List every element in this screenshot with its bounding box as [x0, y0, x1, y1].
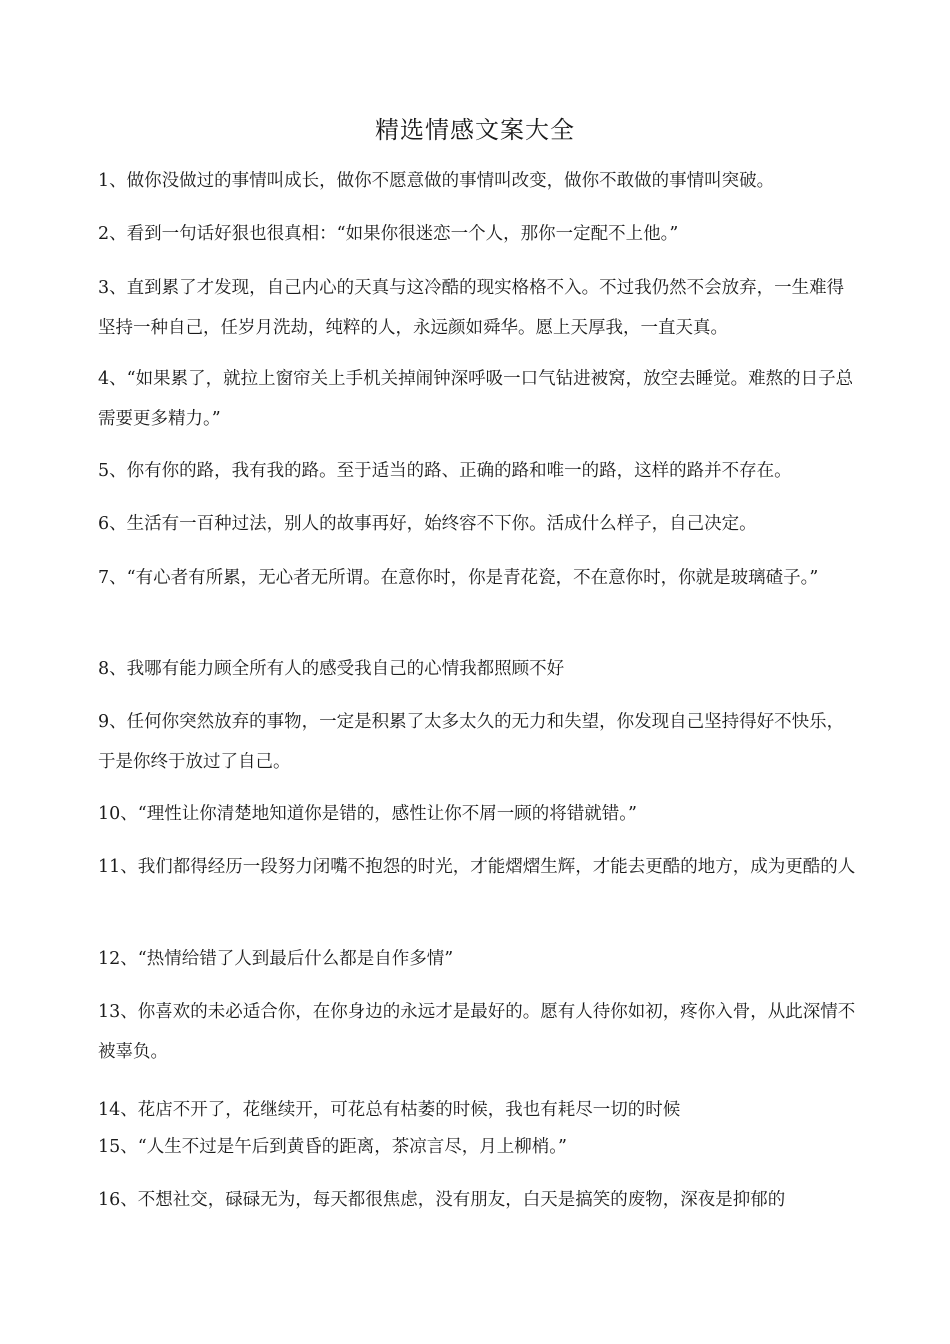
paragraph-7: 7、“有心者有所累，无心者无所谓。在意你时，你是青花瓷，不在意你时，你就是玻璃碴子。” [98, 568, 819, 588]
paragraph-14: 14、花店不开了，花继续开，可花总有枯萎的时候，我也有耗尽一切的时候 [98, 1100, 681, 1120]
paragraph-8: 8、我哪有能力顾全所有人的感受我自己的心情我都照顾不好 [98, 659, 565, 679]
paragraph-1: 1、做你没做过的事情叫成长，做你不愿意做的事情叫改变，做你不敢做的事情叫突破。 [98, 171, 775, 191]
paragraph-12: 12、“热情给错了人到最后什么都是自作多情” [98, 949, 454, 969]
paragraph-9: 9、任何你突然放弃的事物，一定是积累了太多太久的无力和失望，你发现自己坚持得好不快乐，于是你终于放过了自己。 [98, 712, 845, 772]
paragraph-11: 11、我们都得经历一段努力闭嘴不抱怨的时光，才能熠熠生辉，才能去更酷的地方，成为更酷的人 [98, 857, 856, 877]
paragraph-4: 4、“如果累了，就拉上窗帘关上手机关掉闹钟深呼吸一口气钻进被窝，放空去睡觉。难熬的日子总需要更多精力。” [98, 369, 854, 429]
document-title: 精选情感文案大全 [375, 116, 575, 144]
paragraph-13: 13、你喜欢的未必适合你，在你身边的永远才是最好的。愿有人待你如初，疼你入骨，从此深情不被辜负。 [98, 1002, 856, 1062]
paragraph-10: 10、“理性让你清楚地知道你是错的，感性让你不屑一顾的将错就错。” [98, 804, 637, 824]
paragraph-6: 6、生活有一百种过法，别人的故事再好，始终容不下你。活成什么样子，自己决定。 [98, 514, 757, 534]
paragraph-5: 5、你有你的路，我有我的路。至于适当的路、正确的路和唯一的路，这样的路并不存在。 [98, 461, 792, 481]
paragraph-3: 3、直到累了才发现，自己内心的天真与这冷酷的现实格格不入。不过我仍然不会放弃，一生难得坚持一种自己，任岁月洗劫，纯粹的人，永远颜如舜华。愿上天厚我，一直天真。 [98, 278, 845, 338]
paragraph-16: 16、不想社交，碌碌无为，每天都很焦虑，没有朋友，白天是搞笑的废物，深夜是抑郁的 [98, 1190, 786, 1210]
paragraph-2: 2、看到一句话好狠也很真相：“如果你很迷恋一个人，那你一定配不上他。” [98, 224, 679, 244]
paragraph-15: 15、“人生不过是午后到黄昏的距离，茶凉言尽，月上柳梢。” [98, 1137, 567, 1157]
